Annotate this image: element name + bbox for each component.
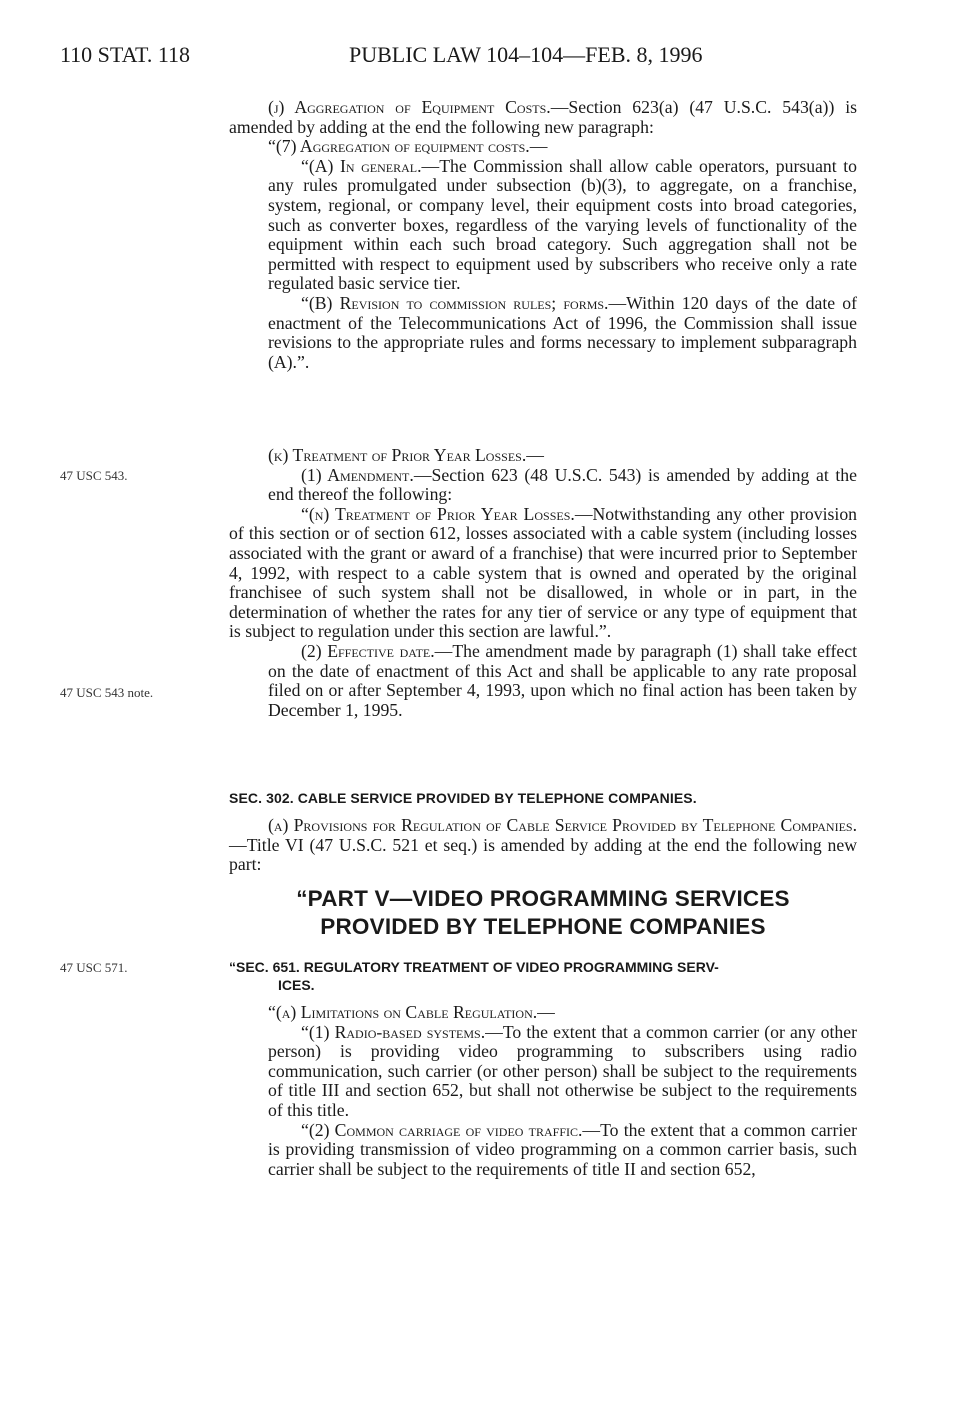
- effective-date-heading: (2) Effective date.: [301, 640, 435, 661]
- sec-651-heading: [229, 958, 857, 994]
- running-header: [60, 42, 860, 72]
- page-folio: 110 STAT. 118: [60, 42, 191, 67]
- effective-date-text: —The amendment made by paragraph (1) shall take effect on the date of enactment of this Act and shall be applicable to any rate proposal filed on or after September 4, 1993, upon which no final action has been taken by December 1, 1995.: [268, 640, 857, 720]
- subparagraph-a-heading: “(A) In general.: [301, 155, 422, 176]
- subsection-n-heading: “(n) Treatment of Prior Year Losses.: [301, 503, 575, 524]
- sec-651-paragraph-1: [229, 1023, 857, 1121]
- sec-651-heading-line-2: ICES.: [278, 977, 315, 993]
- margin-note-543: 47 USC 543.: [60, 468, 128, 483]
- section-k-heading: (k) Treatment of Prior Year Losses.—: [268, 445, 544, 465]
- radio-based-heading: “(1) Radio-based systems.: [301, 1021, 486, 1042]
- sec-302-a-heading: (a) Provisions for Regulation of Cable Service Provided by Telephone Companies.: [268, 815, 857, 835]
- amendment-heading: (1) Amendment.: [301, 464, 414, 485]
- sec-302-heading: SEC. 302. CABLE SERVICE PROVIDED BY TELEPHONE COMPANIES.: [229, 790, 697, 806]
- radio-based-text: —To the extent that a common carrier (or any other person) is providing video programming to subscribers using radio communication, such carrier (or other person) shall be subject to the requirements of title III and section 652, but shall not otherwise be subject to the requirements of this title.: [268, 1021, 858, 1120]
- amendment-text: —Section 623 (48 U.S.C. 543) is amended by adding at the end thereof the following:: [268, 464, 857, 505]
- para-7-heading: “(7) Aggregation of equipment costs.—: [268, 136, 548, 157]
- common-carriage-heading: “(2) Common carriage of video traffic.: [301, 1119, 583, 1140]
- sec-302-a: [229, 816, 857, 875]
- part-v-title-line-2: PROVIDED BY TELEPHONE COMPANIES: [320, 914, 766, 939]
- sec-651-body: [229, 1003, 857, 1179]
- subsection-n: [229, 505, 857, 642]
- subsection-n-text: —Notwithstanding any other provision of this section or of section 612, losses associated with a cable system (including losses associated with the grant or award of a franchise) that were incurred prior to September 4, 1992, with respect to a cable system that is owned and operated by the original franchisee of such system shall not be disallowed, in whole or in part, in the determination of whether the rates for any tier of service or any type of equipment that is subject to regulation under this section are lawful.”.: [229, 503, 858, 642]
- margin-note-571: 47 USC 571.: [60, 960, 128, 975]
- section-j-text: —Section 623(a) (47 U.S.C. 543(a)) is amended by adding at the end the following new paragraph:: [229, 97, 857, 137]
- sec-302-a-text: —Title VI (47 U.S.C. 521 et seq.) is amended by adding at the end the following new part:: [229, 834, 857, 875]
- margin-note-543-note: 47 USC 543 note.: [60, 685, 154, 700]
- sec-651-heading-line-1: “SEC. 651. REGULATORY TREATMENT OF VIDEO PROGRAMMING SERV-: [229, 959, 719, 975]
- subparagraph-b: [229, 294, 857, 372]
- header-title: PUBLIC LAW 104–104—FEB. 8, 1996: [349, 42, 703, 67]
- part-v-title: [229, 885, 857, 941]
- sec-651-a-heading: “(a) Limitations on Cable Regulation.—: [268, 1002, 555, 1022]
- section-j-heading: (j) Aggregation of Equipment Costs.: [268, 97, 551, 117]
- sec-651-paragraph-2: [229, 1121, 857, 1180]
- common-carriage-text: —To the extent that a common carrier is providing transmission of video programming on a common carrier basis, such carrier shall be subject to the requirements of title II and section 652,: [268, 1119, 857, 1179]
- part-v-title-line-1: “PART V—VIDEO PROGRAMMING SERVICES: [296, 886, 790, 911]
- section-j: [229, 98, 857, 372]
- paragraph-1-amendment: [229, 466, 857, 505]
- subparagraph-b-text: —Within 120 days of the date of enactment of the Telecommunications Act of 1996, the Commission shall issue revisions to the appropriate rules and forms necessary to implement subparagraph (A).”.: [268, 292, 857, 372]
- paragraph-2-effective-date: [229, 642, 857, 720]
- subparagraph-b-heading: “(B) Revision to commission rules; forms.: [301, 292, 609, 313]
- subparagraph-a-text: —The Commission shall allow cable operators, pursuant to any rules promulgated under subsection (b)(3), to aggregate, on a franchise, system, regional, or company level, their equipment costs into broad categories, such as converter boxes, regardless of the varying levels of functionality of the equipment within each such broad category. Such aggregation shall not be permitted with respect to equipment used by subscribers who receive only a rate regulated basic service tier.: [268, 155, 858, 294]
- section-k: [229, 446, 857, 720]
- section-j-intro: [229, 98, 857, 137]
- subparagraph-a: [229, 157, 857, 294]
